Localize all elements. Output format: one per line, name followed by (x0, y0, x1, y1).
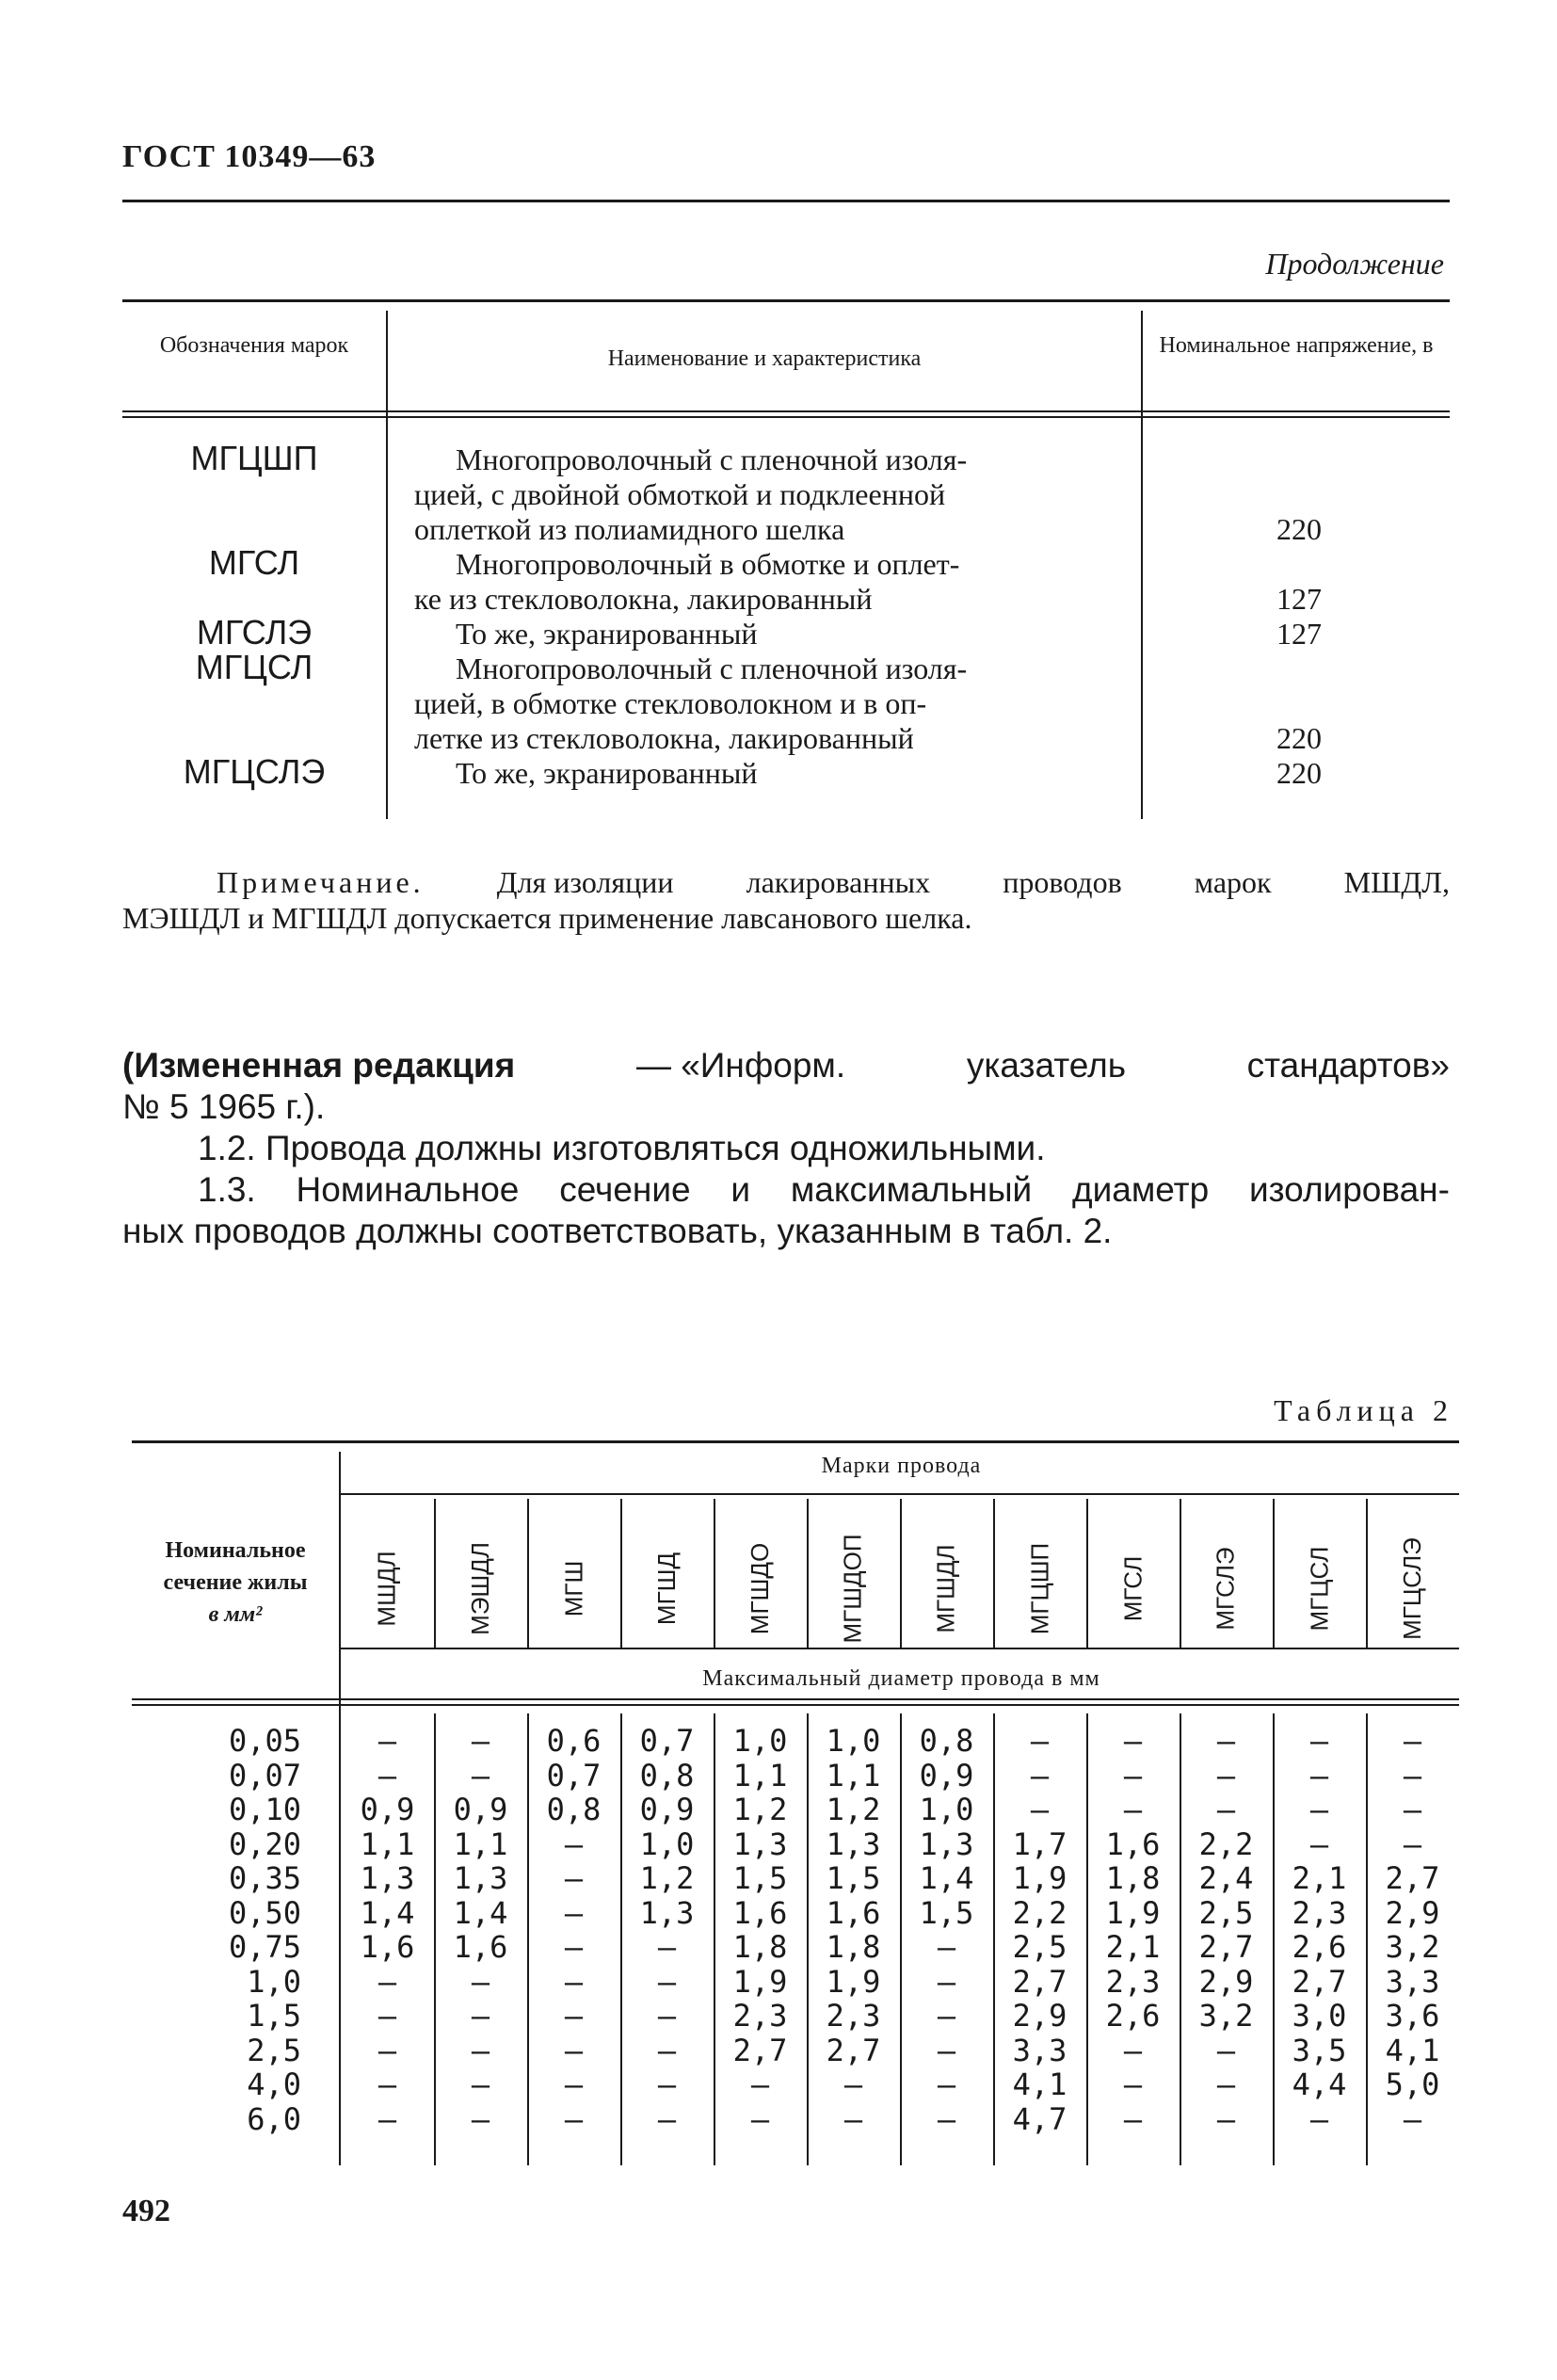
diameter-cell: 0,7 (546, 1757, 602, 1793)
diameter-cell: 1,5 (732, 1860, 788, 1896)
diameter-cell: — (1216, 1723, 1236, 1759)
diameter-cell: 1,6 (1105, 1825, 1161, 1862)
diameter-cell: 2,9 (1198, 1963, 1254, 2000)
diameter-cell: 0,9 (453, 1792, 508, 1827)
diameter-cell: — (564, 1860, 584, 1896)
marks-table (122, 299, 1450, 827)
diameter-cell: — (657, 2100, 677, 2137)
diameter-cell: 1,9 (1105, 1894, 1161, 1931)
diameter-cell: — (564, 2100, 584, 2137)
diameter-cell: — (937, 2032, 956, 2068)
diameter-cell: 2,7 (826, 2032, 881, 2068)
diameter-cell: — (471, 1998, 490, 2034)
column-header-divider (1180, 1499, 1181, 1648)
diameter-cell: 1,6 (732, 1894, 788, 1931)
column-header (620, 1499, 714, 1678)
diameter-cell: — (657, 1998, 677, 2034)
column-divider (386, 311, 388, 819)
column-header (900, 1499, 993, 1678)
diameter-cell: — (1403, 1723, 1422, 1759)
section-value: 0,75 (228, 1929, 301, 1965)
diameter-cell: — (937, 1963, 956, 2000)
diameter-cell: 1,9 (732, 1963, 788, 2000)
column-header-divider (1086, 1499, 1088, 1648)
diameter-cell: — (843, 2066, 863, 2102)
diameter-cell: 3,3 (1012, 2032, 1067, 2068)
section-label: Номинальное сечение жилы в мм² (163, 1538, 308, 1627)
note-line-1: Примечание. Для изоляции лакированных проводов марок МШДЛ, (217, 865, 1450, 899)
diameter-cell: 2,1 (1292, 1860, 1347, 1896)
column-header (527, 1499, 620, 1678)
diameter-cell: 2,2 (1198, 1825, 1254, 1862)
section-value: 2,5 (247, 2032, 301, 2068)
column-header-label: МГСЛЭ (1211, 1546, 1240, 1631)
diameter-cell: 1,5 (919, 1894, 974, 1931)
diameter-cell: 3,0 (1292, 1998, 1347, 2034)
diameter-cell: 5,0 (1385, 2066, 1440, 2102)
diameter-cell: — (377, 1723, 397, 1759)
diameter-cell: — (564, 2032, 584, 2068)
diameter-cell: 1,2 (826, 1792, 881, 1827)
table-2-title: Таблица 2 (1274, 1393, 1453, 1427)
diameter-cell: 1,2 (732, 1792, 788, 1827)
column-header-label: МГЦШП (1025, 1542, 1053, 1634)
section-value: 0,35 (228, 1860, 301, 1896)
row-mark: МГЦШП (190, 439, 318, 477)
diameter-cell: — (564, 1998, 584, 2034)
column-header (714, 1499, 807, 1678)
column-header-divider (993, 1499, 995, 1648)
row-mark: МГЦСЛЭ (183, 752, 326, 791)
diameter-cell: 2,4 (1198, 1860, 1254, 1896)
diameter-cell: — (657, 2066, 677, 2102)
diameter-cell: — (377, 2066, 397, 2102)
diameter-cell: 2,6 (1105, 1998, 1161, 2034)
diameter-cell: 1,1 (453, 1825, 508, 1862)
diameter-cell: — (657, 2032, 677, 2068)
paragraph-revision: (Измененная редакция — «Информ. указатель стандартов» № 5 1965 г.). (122, 1046, 1450, 1126)
diameter-cell: 1,8 (826, 1929, 881, 1965)
diameter-cell: 1,0 (639, 1825, 695, 1862)
marks-label: Марки провода (821, 1454, 982, 1478)
diameter-cell: 1,0 (826, 1723, 881, 1759)
row-voltage: 127 (1276, 582, 1322, 616)
diameter-cell: 1,3 (919, 1825, 974, 1862)
page-number: 492 (122, 2194, 170, 2228)
column-header (1180, 1499, 1273, 1678)
diameter-cell: 0,9 (919, 1757, 974, 1793)
column-header (341, 1499, 434, 1678)
diameter-cell: 1,7 (1012, 1825, 1067, 1862)
row-voltage: 220 (1276, 512, 1322, 546)
diameter-cell: 1,6 (360, 1929, 415, 1965)
paragraph-1-2: 1.2. Провода должны изготовляться одножильными. (198, 1129, 1046, 1167)
diameter-cell: 1,1 (732, 1757, 788, 1793)
column-header (434, 1499, 527, 1678)
diameter-cell: 0,9 (639, 1792, 695, 1827)
diameter-cell: 0,7 (639, 1723, 695, 1759)
header-rule (122, 200, 1450, 202)
diameter-cell: — (1216, 2032, 1236, 2068)
column-header (993, 1499, 1086, 1678)
document-code: ГОСТ 10349—63 (122, 139, 377, 174)
diameter-cell: — (1403, 1792, 1422, 1827)
section-value: 0,10 (228, 1792, 301, 1827)
diameter-cell: — (377, 1963, 397, 2000)
header-rule-bottom (132, 1704, 1459, 1706)
diameter-cell: 1,6 (826, 1894, 881, 1931)
diameter-cell: — (564, 1929, 584, 1965)
column-header-label: МГШДЛ (932, 1543, 960, 1633)
diameter-cell: — (750, 2100, 770, 2137)
diameter-cell: 1,8 (1105, 1860, 1161, 1896)
diameter-cell: — (377, 1998, 397, 2034)
diameter-cell: — (377, 2032, 397, 2068)
diameter-cell: — (1123, 1792, 1143, 1827)
diameter-cell: — (564, 1894, 584, 1931)
diameter-cell: — (377, 1757, 397, 1793)
note (122, 864, 1450, 936)
section-value: 0,07 (228, 1757, 301, 1793)
diameter-cell: — (1309, 2100, 1329, 2137)
section-value: 0,20 (228, 1825, 301, 1862)
diameter-cell: — (471, 1757, 490, 1793)
diameter-cell: — (564, 1825, 584, 1862)
diameter-cell: 1,9 (1012, 1860, 1067, 1896)
column-header-divider (434, 1499, 436, 1648)
diameter-cell: 2,7 (1385, 1860, 1440, 1896)
column-header-divider (807, 1499, 809, 1648)
diameter-cell: 3,6 (1385, 1998, 1440, 2034)
table-top-rule (132, 1440, 1459, 1443)
diameter-cell: 2,7 (1292, 1963, 1347, 2000)
diameter-cell: 2,5 (1012, 1929, 1067, 1965)
diameter-cell: — (1309, 1757, 1329, 1793)
table-top-rule (122, 299, 1450, 302)
diameter-cell: 1,3 (732, 1825, 788, 1862)
diameter-cell: 4,7 (1012, 2100, 1067, 2137)
diameter-cell: — (937, 2066, 956, 2102)
diameter-cell: 4,1 (1385, 2032, 1440, 2068)
diameter-cell: 2,9 (1385, 1894, 1440, 1931)
diameter-cell: 3,3 (1385, 1963, 1440, 2000)
column-header-label: МЭШДЛ (465, 1541, 494, 1635)
continuation-label: Продолжение (1265, 247, 1444, 281)
diameter-cell: — (471, 1963, 490, 2000)
diameter-cell: 1,3 (360, 1860, 415, 1896)
diameter-cell: 1,4 (360, 1894, 415, 1931)
diameter-cell: 1,2 (639, 1860, 695, 1896)
diameter-cell: — (1123, 2066, 1143, 2102)
diameter-cell: 2,6 (1292, 1929, 1347, 1965)
section-value: 0,50 (228, 1894, 301, 1931)
diameter-cell: 3,2 (1385, 1929, 1440, 1965)
section-value: 1,0 (247, 1963, 301, 2000)
row-description-line: цией, с двойной обмоткой и подклеенной (414, 477, 946, 511)
diameter-cell: 1,8 (732, 1929, 788, 1965)
diameter-cell: — (937, 2100, 956, 2137)
diameter-table (132, 1440, 1459, 2165)
section-value: 6,0 (247, 2100, 301, 2137)
diameter-cell: — (657, 1963, 677, 2000)
diameter-cell: — (1216, 1757, 1236, 1793)
header-rule-top (122, 410, 1450, 412)
diameter-cell: 1,4 (453, 1894, 508, 1931)
diameter-cell: — (1309, 1792, 1329, 1827)
section-value: 1,5 (247, 1998, 301, 2034)
diameter-cell: 1,0 (919, 1792, 974, 1827)
diameter-cell: — (377, 2100, 397, 2137)
diameter-cell: 2,3 (1105, 1963, 1161, 2000)
diameter-cell: 1,1 (360, 1825, 415, 1862)
row-description-line: цией, в обмотке стекловолокном и в оп- (414, 686, 927, 720)
diameter-cell: — (564, 1963, 584, 2000)
row-description-line: оплеткой из полиамидного шелка (414, 512, 845, 546)
column-header-label: МГЦСЛЭ (1398, 1536, 1427, 1640)
column-header-label: МГСЛ (1117, 1555, 1147, 1621)
column-header-divider (1273, 1499, 1275, 1648)
diameter-cell: — (1216, 1792, 1236, 1827)
row-voltage: 127 (1276, 617, 1322, 651)
diameter-cell: — (750, 2066, 770, 2102)
diameter-cell: — (1309, 1825, 1329, 1862)
diameter-cell: 1,3 (453, 1860, 508, 1896)
paragraph-1-3: 1.3. Номинальное сечение и максимальный диаметр изолирован- ных проводов должны соответствовать, указанным в табл. 2. (122, 1170, 1450, 1250)
column-header (1273, 1499, 1366, 1678)
diameter-cell: 0,8 (546, 1792, 602, 1827)
note-line-2: МЭШДЛ и МГШДЛ допускается применение лавсанового шелка. (122, 901, 972, 935)
diameter-cell: 2,3 (732, 1998, 788, 2034)
column-header (1086, 1499, 1180, 1678)
diameter-cell: 4,4 (1292, 2066, 1347, 2102)
column-header-label: МГЦСЛ (1304, 1546, 1333, 1631)
diameter-cell: — (471, 2032, 490, 2068)
diameter-cell: — (471, 2100, 490, 2137)
diameter-cell: 0,8 (639, 1757, 695, 1793)
header-rule-bottom (122, 416, 1450, 418)
diameter-cell: 2,3 (826, 1998, 881, 2034)
column-header (1366, 1499, 1459, 1678)
diameter-cell: 1,4 (919, 1860, 974, 1896)
diameter-cell: — (1030, 1757, 1050, 1793)
diameter-cell: 2,7 (1198, 1929, 1254, 1965)
row-description-line: Многопроволочный с пленочной изоля- (456, 651, 968, 685)
diameter-label: Максимальный диаметр провода в мм (702, 1666, 1100, 1691)
row-description-line: ке из стекловолокна, лакированный (414, 582, 873, 616)
row-description-line: Многопроволочный с пленочной изоля- (456, 442, 968, 476)
diameter-cell: 1,9 (826, 1963, 881, 2000)
row-mark: МГСЛЭ (196, 613, 313, 651)
diameter-cell: — (843, 2100, 863, 2137)
row-description-line: летке из стекловолокна, лакированный (414, 721, 914, 755)
diameter-cell: — (1123, 1757, 1143, 1793)
diameter-cell: — (1216, 2066, 1236, 2102)
diameter-cell: — (1216, 2100, 1236, 2137)
row-voltage: 220 (1276, 756, 1322, 790)
column-header-label: МШДЛ (372, 1550, 401, 1627)
column-header (807, 1499, 900, 1678)
column-header-divider (620, 1499, 622, 1648)
column-header-label: МГШДО (746, 1542, 774, 1634)
diameter-cell: 2,1 (1105, 1929, 1161, 1965)
diameter-cell: 1,3 (826, 1825, 881, 1862)
diameter-cell: 1,0 (732, 1723, 788, 1759)
diameter-cell: 2,9 (1012, 1998, 1067, 2034)
diameter-cell: 2,3 (1292, 1894, 1347, 1931)
row-description-line: То же, экранированный (456, 756, 758, 790)
row-description-line: То же, экранированный (456, 617, 758, 651)
diameter-cell: 1,6 (453, 1929, 508, 1965)
diameter-cell: 1,5 (826, 1860, 881, 1896)
row-mark: МГЦСЛ (195, 648, 313, 686)
diameter-cell: — (1123, 1723, 1143, 1759)
row-mark: МГСЛ (208, 543, 300, 582)
column-header-label: МГШД (652, 1552, 681, 1625)
header-name: Наименование и характеристика (607, 346, 922, 371)
section-value: 4,0 (247, 2066, 301, 2102)
column-header-divider (1366, 1499, 1368, 1648)
section-value: 0,05 (228, 1723, 301, 1759)
column-header-divider (900, 1499, 902, 1648)
header-rule-top (132, 1698, 1459, 1700)
diameter-cell: — (471, 1723, 490, 1759)
diameter-cell: 2,7 (732, 2032, 788, 2068)
diameter-cell: 2,5 (1198, 1894, 1254, 1931)
diameter-cell: — (1403, 1825, 1422, 1862)
diameter-cell: — (1123, 2100, 1143, 2137)
column-header-divider (714, 1499, 715, 1648)
diameter-cell: 0,9 (360, 1792, 415, 1827)
diameter-cell: 0,6 (546, 1723, 602, 1759)
diameter-cell: — (1309, 1723, 1329, 1759)
column-header-label: МГШДОП (839, 1533, 867, 1644)
header-voltage: Номинальное напряжение, в (1159, 333, 1434, 358)
diameter-cell: 4,1 (1012, 2066, 1067, 2102)
diameter-cell: — (937, 1929, 956, 1965)
diameter-cell: 3,5 (1292, 2032, 1347, 2068)
diameter-cell: — (937, 1998, 956, 2034)
diameter-cell: 2,2 (1012, 1894, 1067, 1931)
diameter-cell: — (657, 1929, 677, 1965)
diameter-cell: 2,7 (1012, 1963, 1067, 2000)
diameter-cell: 0,8 (919, 1723, 974, 1759)
row-voltage: 220 (1276, 721, 1322, 755)
diameter-cell: — (564, 2066, 584, 2102)
header-marks: Обозначения марок (159, 333, 349, 358)
column-header-label: МГШ (558, 1560, 587, 1616)
diameter-cell: 1,1 (826, 1757, 881, 1793)
diameter-cell: 3,2 (1198, 1998, 1254, 2034)
marks-rule (341, 1493, 1459, 1495)
diameter-cell: — (1030, 1792, 1050, 1827)
diameter-cell: 1,3 (639, 1894, 695, 1931)
diameter-cell: — (1403, 1757, 1422, 1793)
diameter-cell: — (471, 2066, 490, 2102)
note-label: Примечание. (217, 865, 425, 899)
column-header-divider (527, 1499, 529, 1648)
diameter-cell: — (1123, 2032, 1143, 2068)
diameter-cell: — (1030, 1723, 1050, 1759)
diameter-cell: — (1403, 2100, 1422, 2137)
row-description-line: Многопроволочный в обмотке и оплет- (456, 547, 960, 581)
